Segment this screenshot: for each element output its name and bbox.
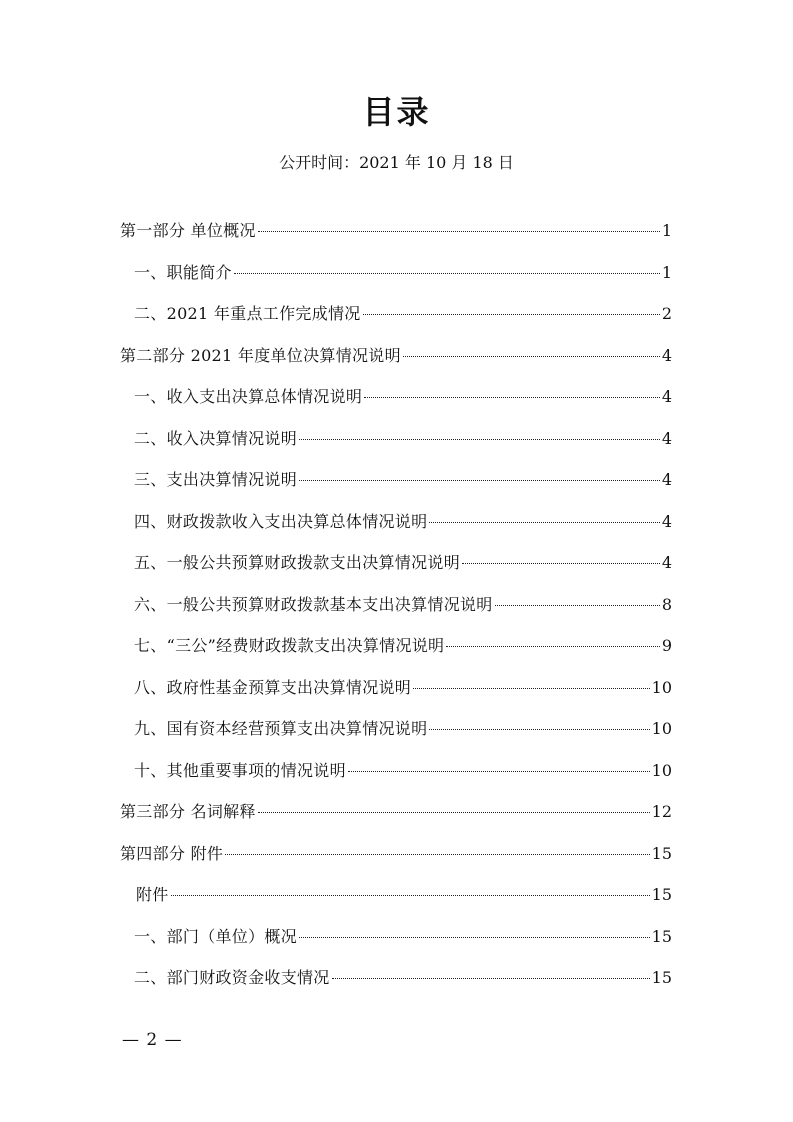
toc-entry-label: 第二部分 2021 年度单位决算情况说明 [120, 345, 401, 365]
dot-leader [258, 812, 650, 813]
toc-entry-label: 九、国有资本经营预算支出决算情况说明 [134, 719, 428, 738]
dot-leader [299, 937, 650, 938]
toc-entry[interactable] [120, 301, 672, 343]
toc-entry-label: 一、职能简介 [134, 262, 232, 282]
publish-date: 公开时间：2021 年 10 月 18 日 [279, 153, 514, 172]
toc-entry[interactable] [120, 799, 672, 841]
dot-leader [363, 314, 660, 315]
dot-leader [429, 729, 649, 730]
toc-entry-page: 10 [651, 719, 672, 738]
toc-entry-label: 五、一般公共预算财政拨款支出决算情况说明 [134, 553, 461, 572]
toc-entry[interactable] [120, 592, 672, 634]
toc-entry[interactable] [120, 675, 672, 717]
toc-entry[interactable] [120, 384, 672, 426]
toc-entry-label: 第四部分 附件 [120, 843, 224, 863]
toc-entry-page: 2 [661, 304, 672, 323]
toc-entry[interactable] [120, 882, 672, 924]
toc-entry[interactable] [120, 343, 672, 385]
toc-entry-label: 第三部分 名词解释 [120, 802, 256, 821]
toc-entry-label: 八、政府性基金预算支出决算情况说明 [134, 677, 412, 697]
dot-leader [429, 522, 659, 523]
toc-entry-page: 4 [661, 511, 672, 531]
toc-entry-label: 附件 [136, 885, 169, 904]
toc-entry-page: 15 [651, 843, 672, 863]
toc-entry[interactable] [120, 716, 672, 758]
dot-leader [413, 688, 650, 689]
toc-entry-page: 4 [661, 345, 672, 365]
toc-entry-page: 4 [661, 470, 672, 489]
toc-entry-label: 十、其他重要事项的情况说明 [134, 760, 346, 780]
toc-entry-label: 七、“三公”经费财政拨款支出决算情况说明 [134, 636, 445, 655]
toc-entry[interactable] [120, 426, 672, 468]
toc-entry[interactable] [120, 467, 672, 509]
toc-entry-page: 15 [651, 885, 672, 904]
dot-leader [446, 646, 659, 647]
toc-entry[interactable] [120, 633, 672, 675]
toc-entry-page: 15 [651, 926, 672, 946]
toc-entry-page: 4 [661, 428, 672, 448]
toc-entry-page: 10 [651, 677, 672, 697]
toc-entry[interactable] [120, 260, 672, 302]
toc-entry-label: 二、收入决算情况说明 [134, 428, 298, 448]
toc-entry[interactable] [120, 758, 672, 800]
dot-leader [299, 480, 660, 481]
toc-entry-page: 4 [661, 387, 672, 406]
toc-entry-page: 1 [661, 221, 672, 240]
toc-entry-page: 1 [661, 262, 672, 282]
toc-entry-page: 10 [651, 760, 672, 780]
dot-leader [332, 978, 650, 979]
toc-entry-label: 一、部门（单位）概况 [134, 926, 298, 946]
page-title: 目录 [362, 93, 431, 131]
toc-entry-label: 六、一般公共预算财政拨款基本支出决算情况说明 [134, 594, 493, 614]
dot-leader [462, 563, 660, 564]
dot-leader [348, 771, 650, 772]
toc-entry-label: 二、部门财政资金收支情况 [134, 968, 330, 987]
page-number: — 2 — [122, 1030, 183, 1050]
dot-leader [258, 231, 660, 232]
toc-entry-page: 4 [661, 553, 672, 572]
toc-entry[interactable] [120, 218, 672, 260]
toc-entry-label: 一、收入支出决算总体情况说明 [134, 387, 363, 406]
toc-entry-label: 三、支出决算情况说明 [134, 470, 298, 489]
toc-entry[interactable] [120, 509, 672, 551]
toc-entry[interactable] [120, 924, 672, 966]
table-of-contents [120, 218, 672, 1007]
toc-entry-label: 二、2021 年重点工作完成情况 [134, 304, 361, 323]
dot-leader [225, 854, 649, 855]
dot-leader [299, 439, 660, 440]
toc-entry[interactable] [120, 965, 672, 1007]
dot-leader [364, 397, 660, 398]
toc-entry[interactable] [120, 550, 672, 592]
toc-entry-label: 四、财政拨款收入支出决算总体情况说明 [134, 511, 428, 531]
dot-leader [403, 356, 660, 357]
dot-leader [171, 895, 650, 896]
toc-entry-label: 第一部分 单位概况 [120, 221, 256, 240]
toc-entry-page: 15 [651, 968, 672, 987]
dot-leader [234, 273, 660, 274]
toc-entry[interactable] [120, 841, 672, 883]
toc-entry-page: 8 [661, 594, 672, 614]
dot-leader [495, 605, 660, 606]
toc-entry-page: 12 [651, 802, 672, 821]
toc-entry-page: 9 [661, 636, 672, 655]
